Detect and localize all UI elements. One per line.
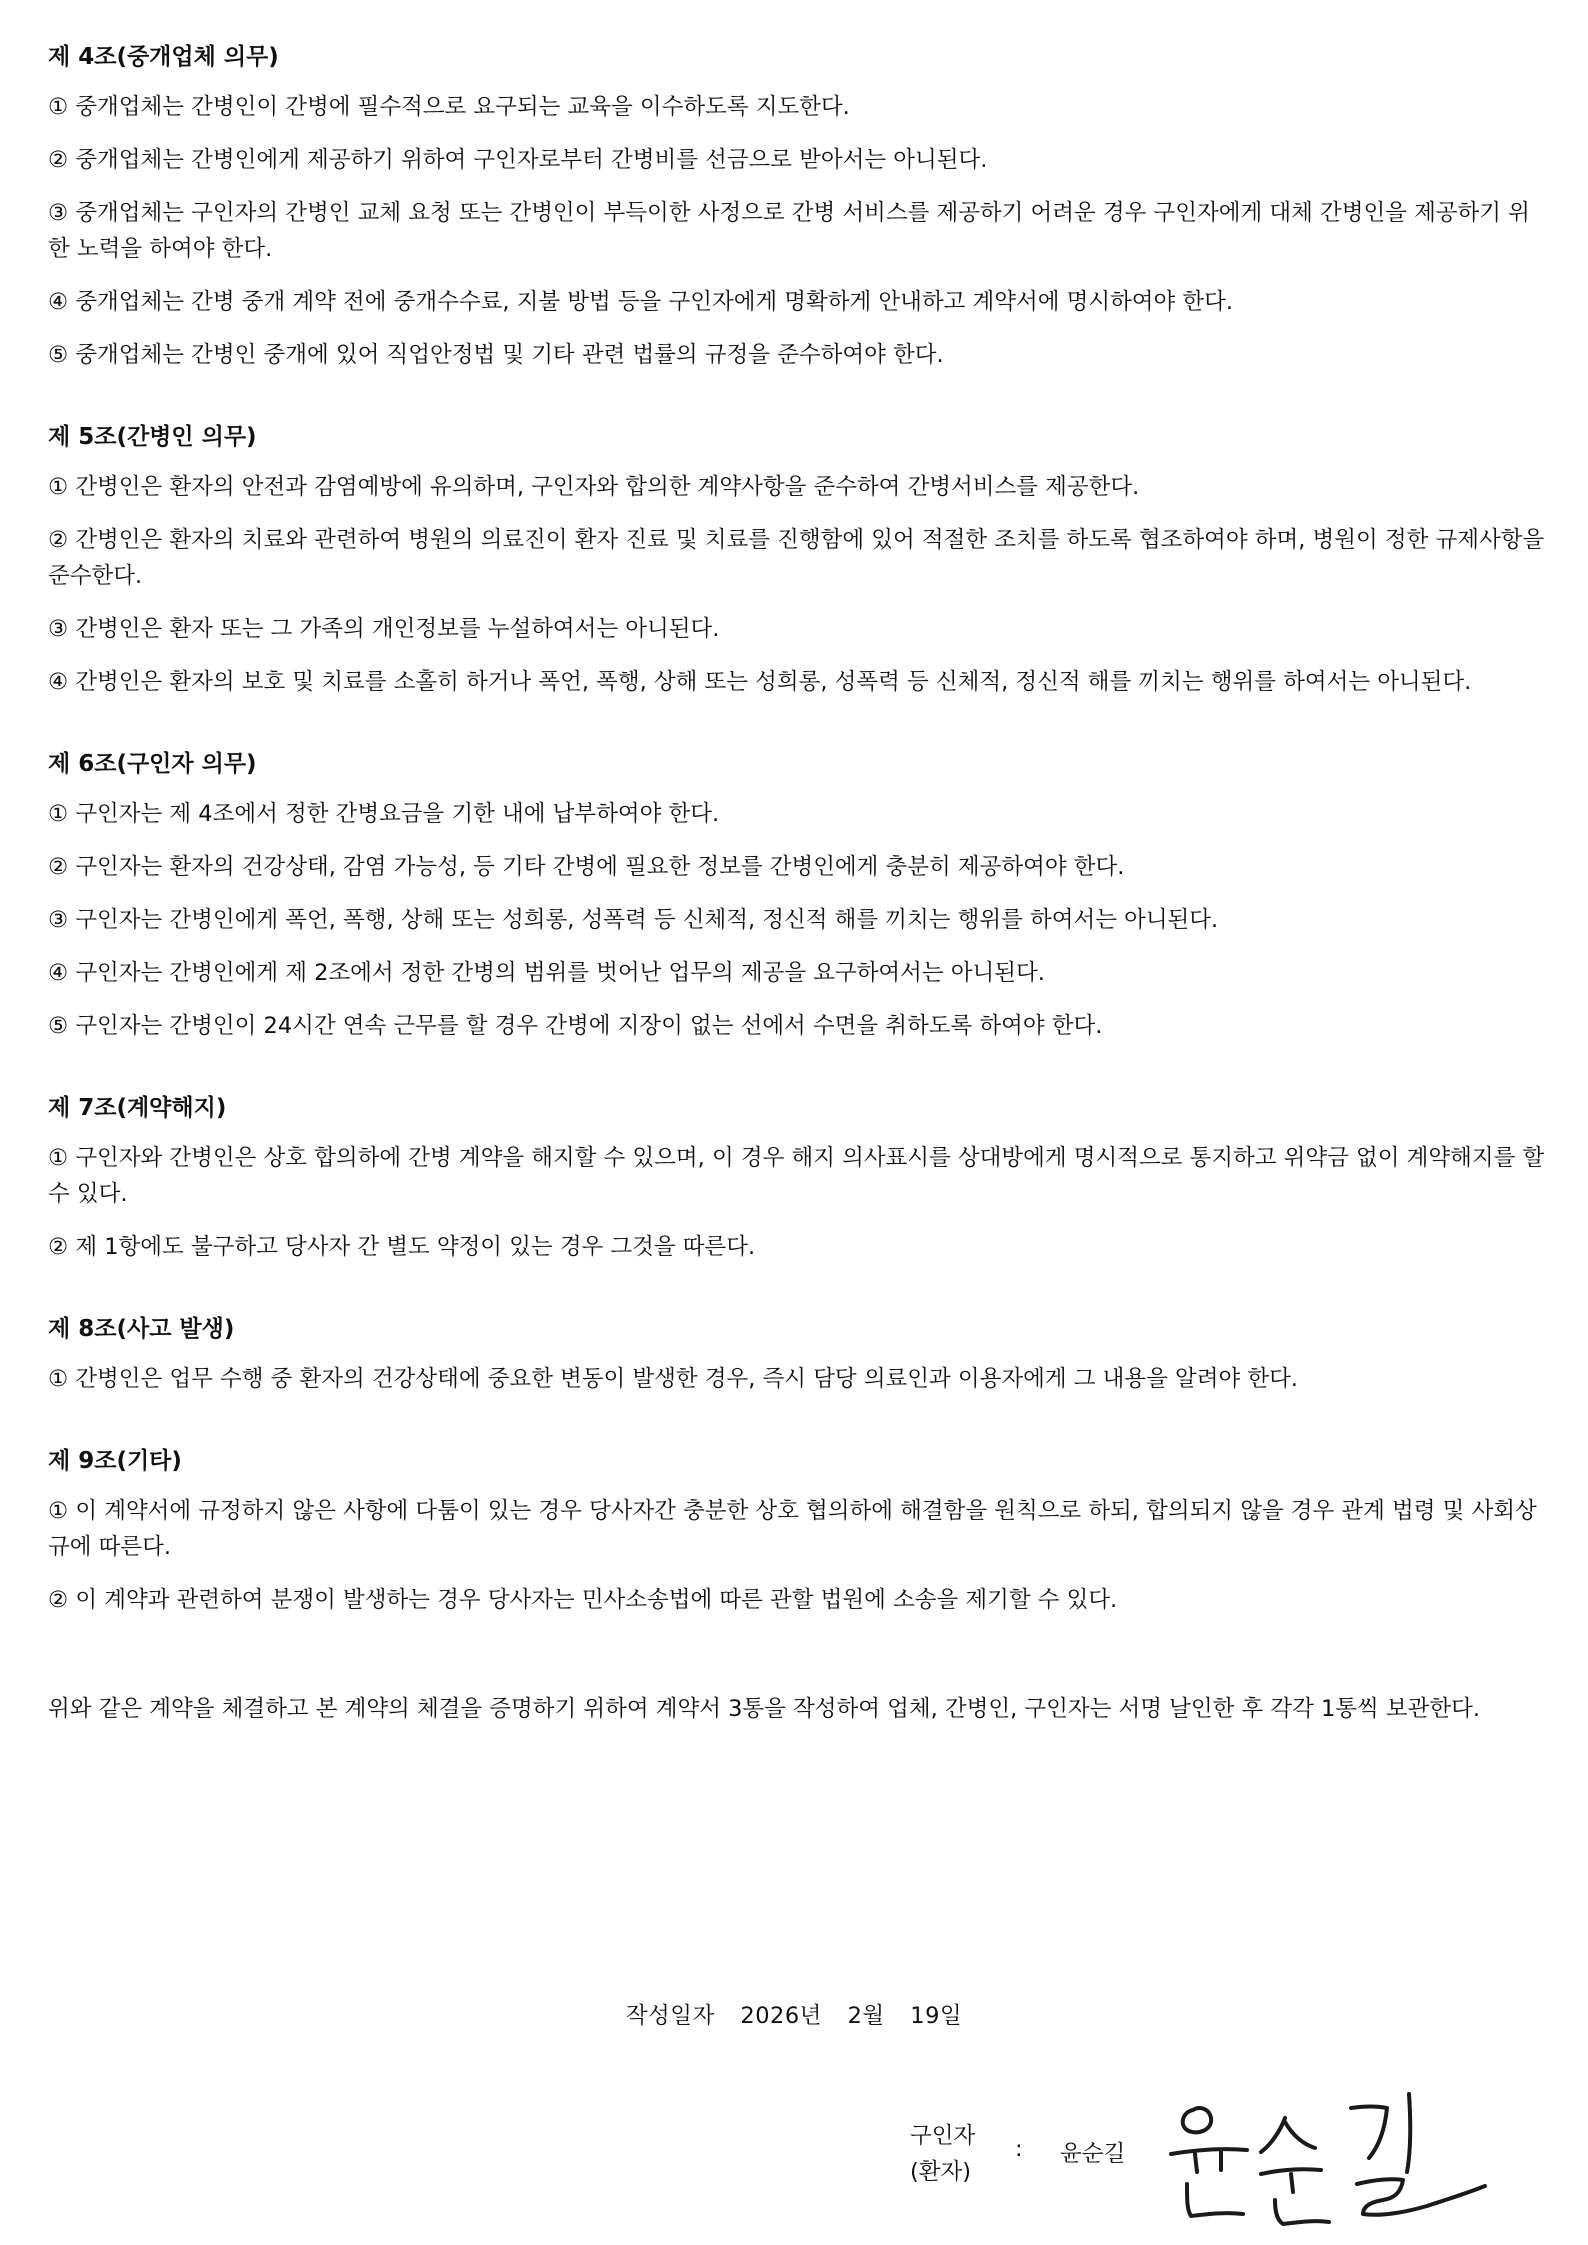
- article-heading: 제 6조(구인자 의무): [48, 751, 257, 777]
- clause-item: ③ 구인자는 간병인에게 폭언, 폭행, 상해 또는 성희롱, 성폭력 등 신체적, 정신적 해를 끼치는 행위를 하여서는 아니된다.: [48, 907, 1219, 933]
- closing-statement: 위와 같은 계약을 체결하고 본 계약의 체결을 증명하기 위하여 계약서 3통을 작성하여 업체, 간병인, 구인자는 서명 날인한 후 각각 1통씩 보관한다.: [48, 1696, 1481, 1722]
- clause-item: ① 간병인은 환자의 안전과 감염예방에 유의하며, 구인자와 합의한 계약사항을 준수하여 간병서비스를 제공한다.: [48, 474, 1140, 500]
- article-heading: 제 9조(기타): [48, 1448, 182, 1474]
- clause-item: ④ 구인자는 간병인에게 제 2조에서 정한 간병의 범위를 벗어난 업무의 제공을 요구하여서는 아니된다.: [48, 960, 1045, 986]
- article-section: [48, 1087, 1548, 1265]
- article-heading: 제 4조(중개업체 의무): [48, 44, 279, 70]
- clause-item: ② 간병인은 환자의 치료와 관련하여 병원의 의료진이 환자 진료 및 치료를 진행함에 있어 적절한 조치를 하도록 협조하여야 하며, 병원이 정한 규제사항을 준수한다.: [48, 527, 1545, 589]
- date-day: 19일: [910, 2003, 963, 2029]
- contract-document: [48, 36, 1548, 1750]
- date-year: 2026년: [740, 2003, 822, 2029]
- clause-item: ④ 간병인은 환자의 보호 및 치료를 소홀히 하거나 폭언, 폭행, 상해 또는 성희롱, 성폭력 등 신체적, 정신적 해를 끼치는 행위를 하여서는 아니된다.: [48, 669, 1472, 695]
- clause-item: ② 중개업체는 간병인에게 제공하기 위하여 구인자로부터 간병비를 선금으로 받아서는 아니된다.: [48, 147, 988, 173]
- clause-item: ⑤ 중개업체는 간병인 중개에 있어 직업안정법 및 기타 관련 법률의 규정을 준수하여야 한다.: [48, 342, 944, 368]
- article-heading: 제 8조(사고 발생): [48, 1316, 235, 1342]
- clause-item: ① 구인자와 간병인은 상호 합의하에 간병 계약을 해지할 수 있으며, 이 경우 해지 의사표시를 상대방에게 명시적으로 통지하고 위약금 없이 계약해지를 할 수 있다.: [48, 1145, 1545, 1207]
- date-label: 작성일자: [625, 2003, 715, 2029]
- clause-item: ③ 간병인은 환자 또는 그 가족의 개인정보를 누설하여서는 아니된다.: [48, 616, 720, 642]
- article-heading: 제 7조(계약해지): [48, 1095, 227, 1121]
- clause-item: ② 구인자는 환자의 건강상태, 감염 가능성, 등 기타 간병에 필요한 정보를 간병인에게 충분히 제공하여야 한다.: [48, 854, 1125, 880]
- signer-colon: :: [1015, 2136, 1023, 2162]
- clause-item: ④ 중개업체는 간병 중개 계약 전에 중개수수료, 지불 방법 등을 구인자에게 명확하게 안내하고 계약서에 명시하여야 한다.: [48, 289, 1234, 315]
- article-section: [48, 36, 1548, 373]
- signer-role-title: 구인자: [910, 2123, 976, 2149]
- clause-item: ① 이 계약서에 규정하지 않은 사항에 다툼이 있는 경우 당사자간 충분한 상호 협의하에 해결함을 원칙으로 하되, 합의되지 않을 경우 관계 법령 및 사회상규에 따른다.: [48, 1498, 1537, 1560]
- clause-item: ③ 중개업체는 구인자의 간병인 교체 요청 또는 간병인이 부득이한 사정으로 간병 서비스를 제공하기 어려운 경우 구인자에게 대체 간병인을 제공하기 위한 노력을 하여야 한다.: [48, 200, 1530, 262]
- article-section: [48, 416, 1548, 700]
- clause-item: ① 구인자는 제 4조에서 정한 간병요금을 기한 내에 납부하여야 한다.: [48, 801, 720, 827]
- date-line: [0, 1998, 1588, 2030]
- date-month: 2월: [847, 2003, 885, 2029]
- signer-role-subtitle: (환자): [910, 2159, 972, 2185]
- signer-role: [910, 2118, 975, 2190]
- clause-item: ② 제 1항에도 불구하고 당사자 간 별도 약정이 있는 경우 그것을 따른다.: [48, 1234, 756, 1260]
- clause-item: ① 간병인은 업무 수행 중 환자의 건강상태에 중요한 변동이 발생한 경우, 즉시 담당 의료인과 이용자에게 그 내용을 알려야 한다.: [48, 1366, 1298, 1392]
- article-heading: 제 5조(간병인 의무): [48, 424, 257, 450]
- clause-item: ① 중개업체는 간병인이 간병에 필수적으로 요구되는 교육을 이수하도록 지도한다.: [48, 94, 850, 120]
- article-section: [48, 743, 1548, 1044]
- clauses-container: [48, 36, 1548, 1618]
- article-section: [48, 1308, 1548, 1397]
- clause-item: ② 이 계약과 관련하여 분쟁이 발생하는 경우 당사자는 민사소송법에 따른 관할 법원에 소송을 제기할 수 있다.: [48, 1587, 1118, 1613]
- handwritten-signature: [1165, 2088, 1505, 2238]
- article-section: [48, 1440, 1548, 1618]
- clause-item: ⑤ 구인자는 간병인이 24시간 연속 근무를 할 경우 간병에 지장이 없는 선에서 수면을 취하도록 하여야 한다.: [48, 1013, 1103, 1039]
- signer-name: 윤순길: [1060, 2141, 1126, 2167]
- signature-block: [910, 2118, 1550, 2238]
